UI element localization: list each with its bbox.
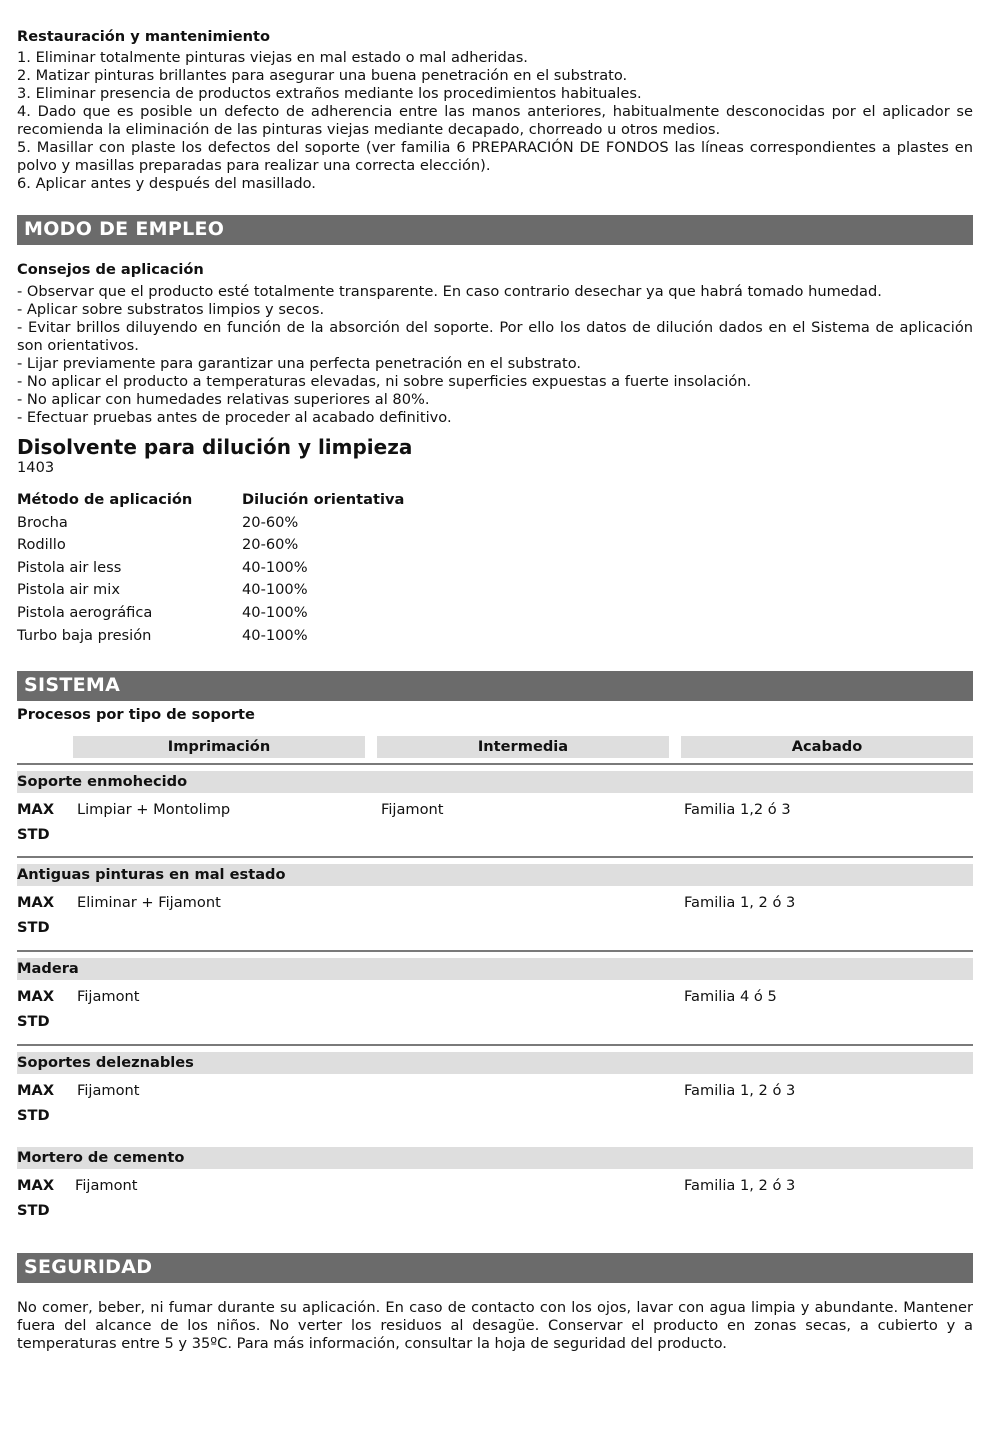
metodo-cell: Pistola air mix xyxy=(17,581,120,599)
imprimacion-cell: Eliminar + Fijamont xyxy=(77,894,221,912)
table-row xyxy=(17,579,973,602)
list-item: - Evitar brillos diluyendo en función de la absorción del soporte. Por ello los datos de dilución dados en el Sistema de aplicación son orientativos. xyxy=(17,319,973,354)
sistema-bar: SISTEMA xyxy=(17,671,973,701)
consejos-title: Consejos de aplicación xyxy=(17,261,204,278)
intermedia-header: Intermedia xyxy=(377,736,669,758)
std-label: STD xyxy=(17,826,50,844)
disolvente-title: Disolvente para dilución y limpieza xyxy=(17,435,413,459)
proceso-block xyxy=(17,1044,973,1139)
dilucion-cell: 20-60% xyxy=(242,536,299,554)
proceso-block xyxy=(17,856,973,950)
disolvente-code: 1403 xyxy=(17,459,55,476)
list-item: 6. Aplicar antes y después del masillado. xyxy=(17,175,316,192)
acabado-cell: Familia 1, 2 ó 3 xyxy=(684,1082,796,1100)
imprimacion-cell: Fijamont xyxy=(75,1177,138,1195)
proceso-block xyxy=(17,1147,973,1227)
seguridad-bar: SEGURIDAD xyxy=(17,1253,973,1283)
proceso-block xyxy=(17,950,973,1044)
table-row xyxy=(17,534,973,557)
dilucion-table xyxy=(17,489,973,647)
max-label: MAX xyxy=(17,1177,55,1195)
procesos-title: Procesos por tipo de soporte xyxy=(17,706,255,724)
metodo-cell: Pistola air less xyxy=(17,558,122,576)
seguridad-text: No comer, beber, ni fumar durante su aplicación. En caso de contacto con los ojos, lavar con agua limpia y abundante. Mantener fuera del alcance de los niños. No verter los residuos al desagüe. Conservar el producto en zonas secas, a cubierto y a temperaturas entre 5 y 35ºC. Para más información, consultar la hoja de seguridad del producto. xyxy=(17,1299,973,1353)
list-item: - No aplicar con humedades relativas superiores al 80%. xyxy=(17,391,430,408)
proceso-std-row xyxy=(17,1198,973,1223)
metodo-cell: Turbo baja presión xyxy=(17,626,152,644)
list-item: - No aplicar el producto a temperaturas elevadas, ni sobre superficies expuestas a fuerte insolación. xyxy=(17,373,752,390)
std-label: STD xyxy=(17,919,50,937)
restauracion-title: Restauración y mantenimiento xyxy=(17,28,271,45)
table-header xyxy=(17,489,973,512)
list-item: - Lijar previamente para garantizar una perfecta penetración en el substrato. xyxy=(17,355,582,372)
imprimacion-cell: Limpiar + Montolimp xyxy=(77,801,231,819)
max-label: MAX xyxy=(17,894,55,912)
metodo-cell: Pistola aerográfica xyxy=(17,603,153,621)
proceso-max-row xyxy=(17,984,973,1009)
list-item: - Efectuar pruebas antes de proceder al acabado definitivo. xyxy=(17,409,452,426)
intermedia-cell: Fijamont xyxy=(381,801,444,819)
table-row xyxy=(17,602,973,625)
proceso-std-row xyxy=(17,822,973,847)
dilucion-cell: 40-100% xyxy=(242,558,308,576)
document-page xyxy=(17,28,973,1353)
procesos-header xyxy=(17,736,973,758)
dilucion-cell: 20-60% xyxy=(242,513,299,531)
list-item: 3. Eliminar presencia de productos extraños mediante los procedimientos habituales. xyxy=(17,85,642,102)
list-item: 4. Dado que es posible un defecto de adherencia entre las manos anteriores, habitualmente desconocidas por el aplicador se recomienda la eliminación de las pinturas viejas mediante decapado, chorreado u otros medios. xyxy=(17,103,973,138)
list-item: - Aplicar sobre substratos limpios y secos. xyxy=(17,301,325,318)
proceso-max-row xyxy=(17,797,973,822)
acabado-cell: Familia 1, 2 ó 3 xyxy=(684,1177,796,1195)
list-item: 2. Matizar pinturas brillantes para asegurar una buena penetración en el substrato. xyxy=(17,67,628,84)
proceso-title: Mortero de cemento xyxy=(17,1147,973,1169)
dilucion-header: Dilución orientativa xyxy=(242,491,405,508)
proceso-std-row xyxy=(17,1009,973,1034)
proceso-title: Soporte enmohecido xyxy=(17,771,973,793)
table-row xyxy=(17,625,973,648)
imprimacion-cell: Fijamont xyxy=(77,1082,140,1100)
dilucion-cell: 40-100% xyxy=(242,603,308,621)
proceso-max-row xyxy=(17,1078,973,1103)
metodo-cell: Brocha xyxy=(17,513,68,531)
consejos-list xyxy=(17,283,973,427)
proceso-title: Madera xyxy=(17,958,973,980)
list-item: - Observar que el producto esté totalmente transparente. En caso contrario desechar ya que habrá tomado humedad. xyxy=(17,283,882,300)
proceso-std-row xyxy=(17,1103,973,1128)
procesos-table xyxy=(17,763,973,1227)
proceso-std-row xyxy=(17,915,973,940)
metodo-header: Método de aplicación xyxy=(17,491,193,508)
modo-empleo-bar: MODO DE EMPLEO xyxy=(17,215,973,245)
acabado-cell: Familia 1, 2 ó 3 xyxy=(684,894,796,912)
proceso-block xyxy=(17,763,973,856)
list-item: 1. Eliminar totalmente pinturas viejas en mal estado o mal adheridas. xyxy=(17,49,528,66)
acabado-cell: Familia 4 ó 5 xyxy=(684,988,777,1006)
max-label: MAX xyxy=(17,801,55,819)
acabado-cell: Familia 1,2 ó 3 xyxy=(684,801,791,819)
proceso-max-row xyxy=(17,890,973,915)
std-label: STD xyxy=(17,1107,50,1125)
metodo-cell: Rodillo xyxy=(17,536,66,554)
proceso-title: Soportes deleznables xyxy=(17,1052,973,1074)
list-item: 5. Masillar con plaste los defectos del soporte (ver familia 6 PREPARACIÓN DE FONDOS las líneas correspondientes a plastes en polvo y masillas preparadas para realizar una correcta elección). xyxy=(17,139,973,174)
max-label: MAX xyxy=(17,1082,55,1100)
table-row xyxy=(17,557,973,580)
std-label: STD xyxy=(17,1013,50,1031)
acabado-header: Acabado xyxy=(681,736,973,758)
proceso-title: Antiguas pinturas en mal estado xyxy=(17,864,973,886)
dilucion-cell: 40-100% xyxy=(242,581,308,599)
table-row xyxy=(17,512,973,535)
dilucion-cell: 40-100% xyxy=(242,626,308,644)
proceso-max-row xyxy=(17,1173,973,1198)
imprimacion-header: Imprimación xyxy=(73,736,365,758)
restauracion-list xyxy=(17,49,973,193)
imprimacion-cell: Fijamont xyxy=(77,988,140,1006)
max-label: MAX xyxy=(17,988,55,1006)
std-label: STD xyxy=(17,1202,50,1220)
